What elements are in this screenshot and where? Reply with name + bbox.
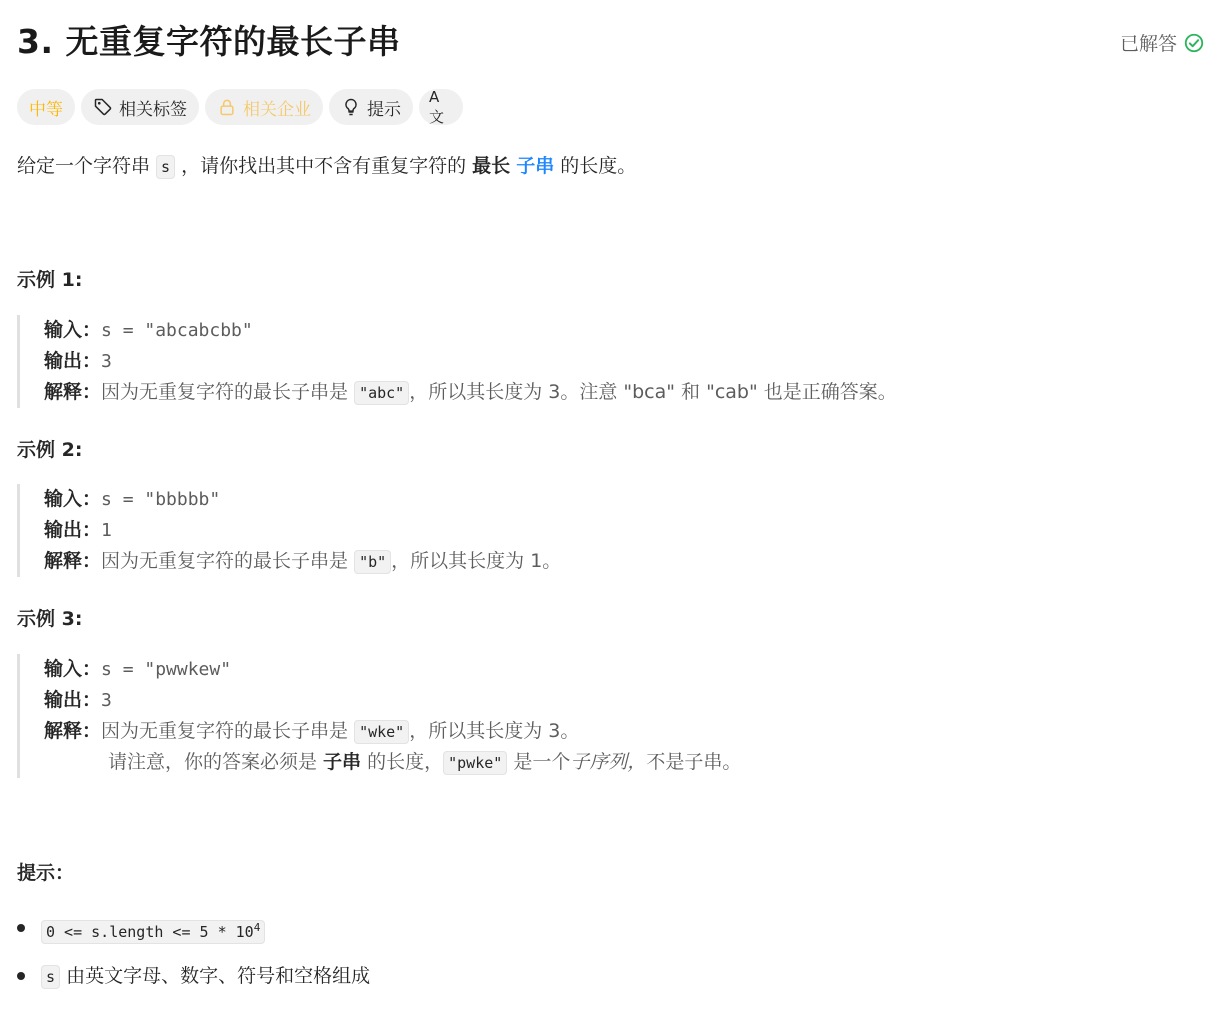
example-2-title: 示例 2: [17, 439, 83, 461]
explain-label: 解释： [44, 720, 102, 742]
translate-icon: A文 [429, 87, 445, 126]
example-input: s = "bbbbb" [101, 489, 221, 510]
explain-code: "b" [354, 550, 391, 574]
constraint-text: 由英文字母、数字、符号和空格组成 [60, 965, 371, 987]
constraint-code [41, 920, 265, 944]
explain-label: 解释： [44, 381, 102, 403]
substring-link[interactable]: 子串 [516, 155, 555, 177]
problem-title: 3. 无重复字符的最长子串 [17, 22, 401, 61]
input-label: 输入： [44, 658, 102, 680]
output-label: 输出： [44, 519, 102, 541]
example-input: s = "pwwkew" [101, 659, 232, 680]
example-3-title: 示例 3: [17, 608, 83, 630]
input-label: 输入： [44, 319, 102, 341]
explain-text-b: ，所以其长度为 3。 [409, 720, 580, 742]
constraint-exponent: 4 [253, 921, 261, 934]
lightbulb-icon [341, 97, 361, 117]
output-label: 输出： [44, 350, 102, 372]
note-italic: 子序列， [570, 751, 647, 773]
problem-description [17, 150, 636, 183]
check-circle-icon [1183, 32, 1205, 54]
related-companies-label: 相关企业 [243, 99, 311, 120]
output-label: 输出： [44, 689, 102, 711]
translate-button[interactable] [419, 89, 463, 125]
tag-icon [93, 97, 113, 117]
related-tags-button[interactable] [81, 89, 199, 125]
hint-button[interactable] [329, 89, 413, 125]
related-companies-button[interactable] [205, 89, 323, 125]
example-1-title: 示例 1: [17, 269, 83, 291]
example-output: 1 [101, 520, 112, 541]
note-code: "pwke" [443, 751, 507, 775]
explain-text-a: 因为无重复字符的最长子串是 [101, 381, 355, 403]
desc-text-3: 的长度。 [554, 155, 637, 177]
explain-code: "wke" [354, 720, 409, 744]
example-2-block [17, 484, 561, 577]
constraints-title: 提示： [17, 862, 75, 884]
explain-text-a: 因为无重复字符的最长子串是 [101, 720, 355, 742]
input-label: 输入： [44, 488, 102, 510]
list-item [17, 956, 370, 1004]
desc-text-1: 给定一个字符串 [17, 155, 157, 177]
example-output: 3 [101, 690, 112, 711]
explain-label: 解释： [44, 550, 102, 572]
explain-text-b: ，所以其长度为 3。注意 "bca" 和 "cab" 也是正确答案。 [409, 381, 897, 403]
note-text-b: 的长度， [361, 751, 444, 773]
constraint-code-text: 0 <= s.length <= 5 * 10 [46, 923, 254, 941]
note-text-a: 请注意，你的答案必须是 [108, 751, 324, 773]
explain-code: "abc" [354, 381, 409, 405]
related-tags-label: 相关标签 [119, 99, 187, 120]
desc-text-2: ，请你找出其中不含有重复字符的 [175, 155, 473, 177]
solved-status [1120, 29, 1205, 56]
example-1-block [17, 315, 897, 408]
lock-icon [217, 97, 237, 117]
note-bold: 子串 [323, 751, 362, 773]
explain-text-b: ，所以其长度为 1。 [391, 550, 562, 572]
desc-bold-longest: 最长 [472, 155, 511, 177]
list-item [17, 908, 370, 956]
example-output: 3 [101, 351, 112, 372]
solved-label: 已解答 [1119, 33, 1177, 55]
desc-code-s: s [156, 155, 175, 179]
difficulty-label: 中等 [29, 99, 63, 120]
note-text-d: 不是子串。 [646, 751, 742, 773]
example-3-block [17, 654, 741, 778]
hint-label: 提示 [367, 99, 401, 120]
constraint-code: s [41, 965, 60, 989]
difficulty-badge [17, 89, 75, 125]
constraints-list [17, 908, 370, 1004]
explain-text-a: 因为无重复字符的最长子串是 [101, 550, 355, 572]
tag-bar [17, 89, 463, 125]
note-text-c: 是一个 [507, 751, 571, 773]
example-input: s = "abcabcbb" [101, 320, 253, 341]
